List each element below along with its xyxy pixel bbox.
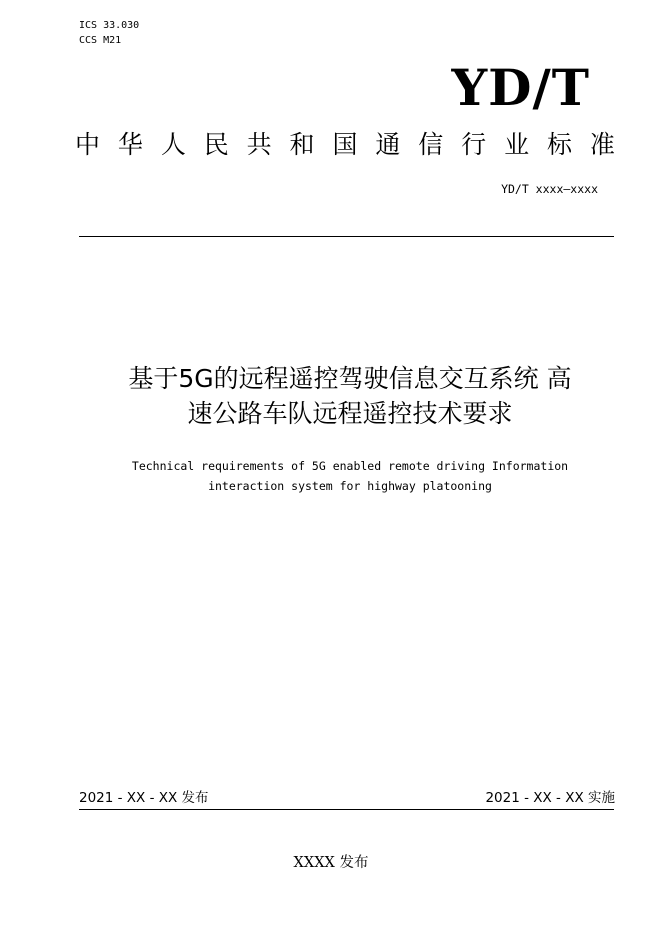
standard-name-char: 华 xyxy=(117,130,143,159)
standard-number: YD/T xxxx—xxxx xyxy=(501,182,598,196)
standard-name-char: 人 xyxy=(160,130,186,159)
standard-category-name xyxy=(75,130,615,160)
standard-name-char: 通 xyxy=(375,130,401,159)
standard-name-char: 信 xyxy=(418,130,444,159)
header-divider xyxy=(79,236,614,237)
ics-code: ICS 33.030 xyxy=(79,20,140,31)
title-chinese-line-1: 基于5G的远程遥控驾驶信息交互系统 高 xyxy=(128,364,572,393)
standard-name-char: 中 xyxy=(75,130,101,159)
title-chinese-line-2: 速公路车队远程遥控技术要求 xyxy=(187,399,513,428)
standard-name-char: 和 xyxy=(289,130,315,159)
footer-divider xyxy=(79,809,614,810)
standard-name-char: 业 xyxy=(504,130,530,159)
title-english-line-1: Technical requirements of 5G enabled remote driving Information xyxy=(131,459,569,473)
implementation-date: 2021 - XX - XX 实施 xyxy=(485,790,615,806)
standard-logo: YD/T xyxy=(451,58,590,117)
title-english-line-2: interaction system for highway platooning xyxy=(208,479,492,493)
standard-name-char: 国 xyxy=(332,130,358,159)
standard-name-char: 共 xyxy=(246,130,272,159)
standard-name-char: 标 xyxy=(546,130,572,159)
issue-date: 2021 - XX - XX 发布 xyxy=(79,790,209,806)
standard-name-char: 准 xyxy=(589,130,615,159)
publisher: XXXX 发布 xyxy=(293,855,369,871)
standard-name-char: 行 xyxy=(461,130,487,159)
standard-name-char: 民 xyxy=(203,130,229,159)
ccs-code: CCS M21 xyxy=(79,35,122,46)
